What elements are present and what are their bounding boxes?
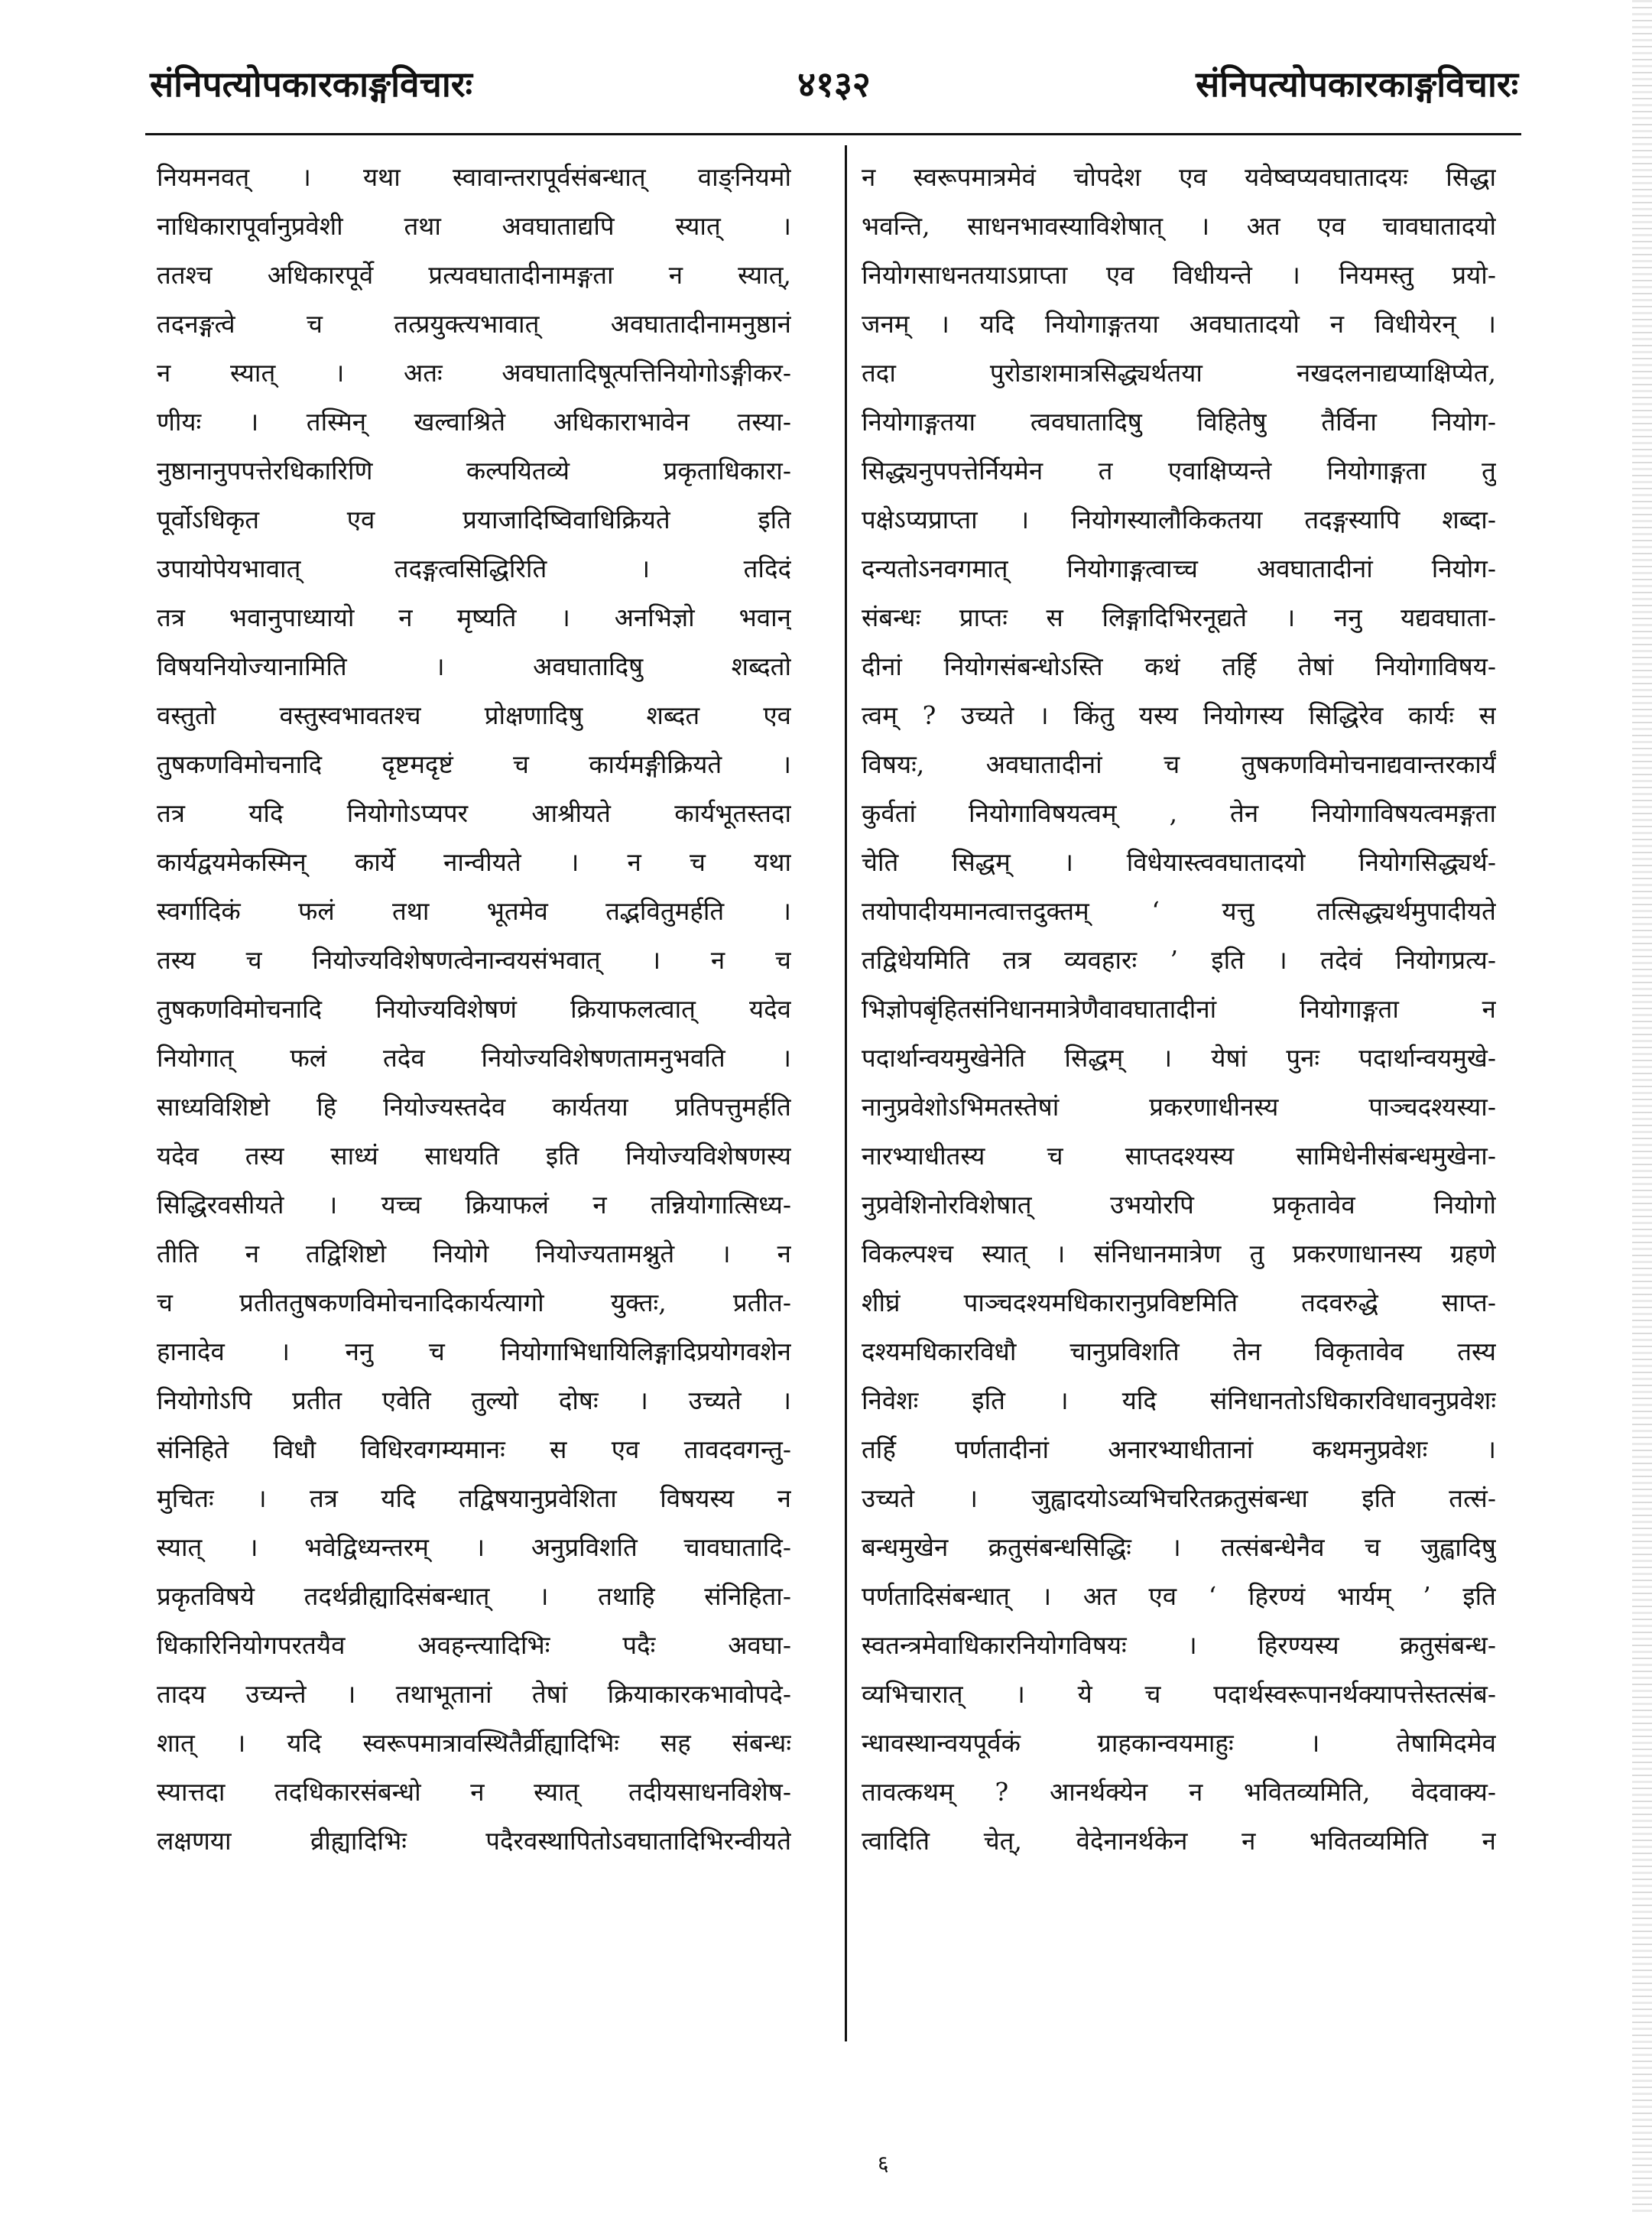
text-line: साध्यविशिष्टो हि नियोज्यस्तदेव कार्यतया प्रतिपत्तुमर्हति (157, 1092, 791, 1122)
text-line: तद्विधेयमिति तत्र व्यवहारः ’ इति । तदेवं नियोगप्रत्य- (862, 945, 1496, 975)
text-line: तदनङ्गत्वे च तत्प्रयुक्त्यभावात् अवघातादीनामनुष्ठानं (157, 309, 791, 339)
text-line: कार्यद्वयमेकस्मिन् कार्ये नान्वीयते । न च यथा (157, 847, 791, 877)
text-line: वस्तुतो वस्तुस्वभावतश्च प्रोक्षणादिषु शब्दत एव (157, 700, 791, 730)
text-line: च प्रतीततुषकणविमोचनादिकार्यत्यागो युक्तः, प्रतीत- (157, 1288, 791, 1317)
text-line: विकल्पश्च स्यात् । संनिधानमात्रेण तु प्रकरणाधानस्य ग्रहणे (862, 1239, 1496, 1268)
text-line: न स्यात् । अतः अवघातादिषूत्पत्तिनियोगोऽङ्गीकर- (157, 358, 791, 388)
text-line: तर्हि पर्णतादीनां अनारभ्याधीतानां कथमनुप्रवेशः । (862, 1434, 1496, 1464)
header-rule (145, 133, 1521, 135)
footer-signature-mark: ६ (878, 2151, 889, 2176)
text-line: नारभ्याधीतस्य च साप्तदश्यस्य सामिधेनीसंबन्धमुखेना- (862, 1141, 1496, 1171)
text-line: सिद्धिरवसीयते । यच्च क्रियाफलं न तन्नियोगात्सिध्य- (157, 1190, 791, 1220)
text-line: हानादेव । ननु च नियोगाभिधायिलिङ्गादिप्रयोगवशेन (157, 1336, 791, 1366)
text-line: धिकारिनियोगपरतयैव अवहन्त्यादिभिः पदैः अवघा- (157, 1630, 791, 1660)
text-line: शात् । यदि स्वरूपमात्रावस्थितैर्व्रीह्यादिभिः सह संबन्धः (157, 1728, 791, 1758)
text-line: नियोगसाधनतयाऽप्राप्ता एव विधीयन्ते । नियमस्तु प्रयो- (862, 260, 1496, 290)
text-line: निवेशः इति । यदि संनिधानतोऽधिकारविधावनुप्रवेशः (862, 1385, 1496, 1415)
text-line: तत्र भवानुपाध्यायो न मृष्यति । अनभिज्ञो भवान् (157, 602, 791, 632)
text-line: जनम् । यदि नियोगाङ्गतया अवघातादयो न विधीयेरन् । (862, 309, 1496, 339)
text-line: स्यात्तदा तदधिकारसंबन्धो न स्यात् तदीयसाधनविशेष- (157, 1777, 791, 1807)
text-line: नियोगात् फलं तदेव नियोज्यविशेषणतामनुभवति । (157, 1043, 791, 1073)
text-line: भिज्ञोपबृंहितसंनिधानमात्रेणैवावघातादीनां नियोगाङ्गता न (862, 994, 1496, 1024)
text-line: दीनां नियोगसंबन्धोऽस्ति कथं तर्हि तेषां नियोगाविषय- (862, 651, 1496, 681)
text-line: तादय उच्यन्ते । तथाभूतानां तेषां क्रियाकारकभावोपदे- (157, 1679, 791, 1709)
text-line: शीघ्रं पाञ्चदश्यमधिकारानुप्रविष्टमिति तदवरुद्धे साप्त- (862, 1288, 1496, 1317)
text-line: नियमनवत् । यथा स्वावान्तरापूर्वसंबन्धात् वाङ्नियमो (157, 162, 791, 192)
page-number: ४१३२ (797, 63, 871, 105)
text-line: उच्यते । जुह्वादयोऽव्यभिचरितक्रतुसंबन्धा इति तत्सं- (862, 1483, 1496, 1513)
text-line: तुषकणविमोचनादि नियोज्यविशेषणं क्रियाफलत्वात् यदेव (157, 994, 791, 1024)
text-line: त्वम् ? उच्यते । किंतु यस्य नियोगस्य सिद्धिरेव कार्यः स (862, 700, 1496, 730)
text-line: न्धावस्थान्वयपूर्वकं ग्राहकान्वयमाहुः । तेषामिदमेव (862, 1728, 1496, 1758)
text-line: विषयः, अवघातादीनां च तुषकणविमोचनाद्यवान्तरकार्यं (862, 749, 1496, 779)
text-line: मुचितः । तत्र यदि तद्विषयानुप्रवेशिता विषयस्य न (157, 1483, 791, 1513)
text-line: पदार्थान्वयमुखेनेति सिद्धम् । येषां पुनः पदार्थान्वयमुखे- (862, 1043, 1496, 1073)
text-line: त्वादिति चेत्, वेदेनानर्थकेन न भवितव्यमिति न (862, 1826, 1496, 1856)
text-line: बन्धमुखेन क्रतुसंबन्धसिद्धिः । तत्संबन्धेनैव च जुह्वादिषु (862, 1532, 1496, 1562)
text-line: पर्णतादिसंबन्धात् । अत एव ‘ हिरण्यं भार्यम् ’ इति (862, 1581, 1496, 1611)
text-line: प्रकृतविषये तदर्थव्रीह्यादिसंबन्धात् । तथाहि संनिहिता- (157, 1581, 791, 1611)
text-line: तावत्कथम् ? आनर्थक्येन न भवितव्यमिति, वेदवाक्य- (862, 1777, 1496, 1807)
text-line: तदा पुरोडाशमात्रसिद्ध्यर्थतया नखदलनाद्यप्याक्षिप्येत, (862, 358, 1496, 388)
text-line: नानुप्रवेशोऽभिमतस्तेषां प्रकरणाधीनस्य पाञ्चदश्यस्या- (862, 1092, 1496, 1122)
text-line: ततश्च अधिकारपूर्वे प्रत्यवघातादीनामङ्गता न स्यात्, (157, 260, 791, 290)
text-line: पक्षेऽप्यप्राप्ता । नियोगस्यालौकिकतया तदङ्गस्यापि शब्दा- (862, 505, 1496, 534)
text-line: नियोगोऽपि प्रतीत एवेति तुल्यो दोषः । उच्यते । (157, 1385, 791, 1415)
text-line: लक्षणया व्रीह्यादिभिः पदैरवस्थापितोऽवघातादिभिरन्वीयते (157, 1826, 791, 1856)
running-title-right: संनिपत्योपकारकाङ्गविचारः (1196, 63, 1518, 105)
text-line: पूर्वोऽधिकृत एव प्रयाजादिष्विवाधिक्रियते इति (157, 505, 791, 534)
scanned-page-edge (1632, 0, 1652, 2215)
running-header (150, 54, 1518, 115)
text-line: दश्यमधिकारविधौ चानुप्रविशति तेन विकृतावेव तस्य (862, 1336, 1496, 1366)
text-line: उपायोपेयभावात् तदङ्गत्वसिद्धिरिति । तदिदं (157, 554, 791, 583)
text-line: भवन्ति, साधनभावस्याविशेषात् । अत एव चावघातादयो (862, 211, 1496, 241)
text-line: नुष्ठानानुपपत्तेरधिकारिणि कल्पयितव्ये प्रकृताधिकारा- (157, 456, 791, 486)
text-line: यदेव तस्य साध्यं साधयति इति नियोज्यविशेषणस्य (157, 1141, 791, 1171)
text-line: चेति सिद्धम् । विधेयास्त्ववघातादयो नियोगसिद्ध्यर्थ- (862, 847, 1496, 877)
right-column (862, 153, 1496, 1866)
text-line: नुप्रवेशिनोरविशेषात् उभयोरपि प्रकृतावेव नियोगो (862, 1190, 1496, 1220)
text-line: व्यभिचारात् । ये च पदार्थस्वरूपानर्थक्यापत्तेस्तत्संब- (862, 1679, 1496, 1709)
text-line: तत्र यदि नियोगोऽप्यपर आश्रीयते कार्यभूतस्तदा (157, 798, 791, 828)
column-divider (845, 145, 847, 2041)
text-line: णीयः । तस्मिन् खल्वाश्रिते अधिकाराभावेन तस्या- (157, 407, 791, 437)
text-line: सिद्ध्यनुपपत्तेर्नियमेन त एवाक्षिप्यन्ते नियोगाङ्गता तु (862, 456, 1496, 486)
text-line: स्वतन्त्रमेवाधिकारनियोगविषयः । हिरण्यस्य क्रतुसंबन्ध- (862, 1630, 1496, 1660)
text-line: तस्य च नियोज्यविशेषणत्वेनान्वयसंभवात् । न च (157, 945, 791, 975)
text-line: कुर्वतां नियोगाविषयत्वम् , तेन नियोगाविषयत्वमङ्गता (862, 798, 1496, 828)
text-line: नाधिकारापूर्वानुप्रवेशी तथा अवघाताद्यपि स्यात् । (157, 211, 791, 241)
left-column (157, 153, 791, 1866)
text-line: तीति न तद्विशिष्टो नियोगे नियोज्यतामश्नुते । न (157, 1239, 791, 1268)
text-line: स्यात् । भवेद्विध्यन्तरम् । अनुप्रविशति चावघातादि- (157, 1532, 791, 1562)
text-line: तयोपादीयमानत्वात्तदुक्तम् ‘ यत्तु तत्सिद्ध्यर्थमुपादीयते (862, 896, 1496, 926)
text-line: विषयनियोज्यानामिति । अवघातादिषु शब्दतो (157, 651, 791, 681)
text-line: दन्यतोऽनवगमात् नियोगाङ्गत्वाच्च अवघातादीनां नियोग- (862, 554, 1496, 583)
text-line: नियोगाङ्गतया त्ववघातादिषु विहितेषु तैर्विना नियोग- (862, 407, 1496, 437)
text-line: न स्वरूपमात्रमेवं चोपदेश एव यवेष्वप्यवघातादयः सिद्धा (862, 162, 1496, 192)
text-line: स्वर्गादिकं फलं तथा भूतमेव तद्भवितुमर्हति । (157, 896, 791, 926)
running-title-left: संनिपत्योपकारकाङ्गविचारः (150, 63, 472, 105)
text-line: तुषकणविमोचनादि दृष्टमदृष्टं च कार्यमङ्गीक्रियते । (157, 749, 791, 779)
text-line: संनिहिते विधौ विधिरवगम्यमानः स एव तावदवगन्तु- (157, 1434, 791, 1464)
text-line: संबन्धः प्राप्तः स लिङ्गादिभिरनूद्यते । ननु यद्यवघाता- (862, 602, 1496, 632)
